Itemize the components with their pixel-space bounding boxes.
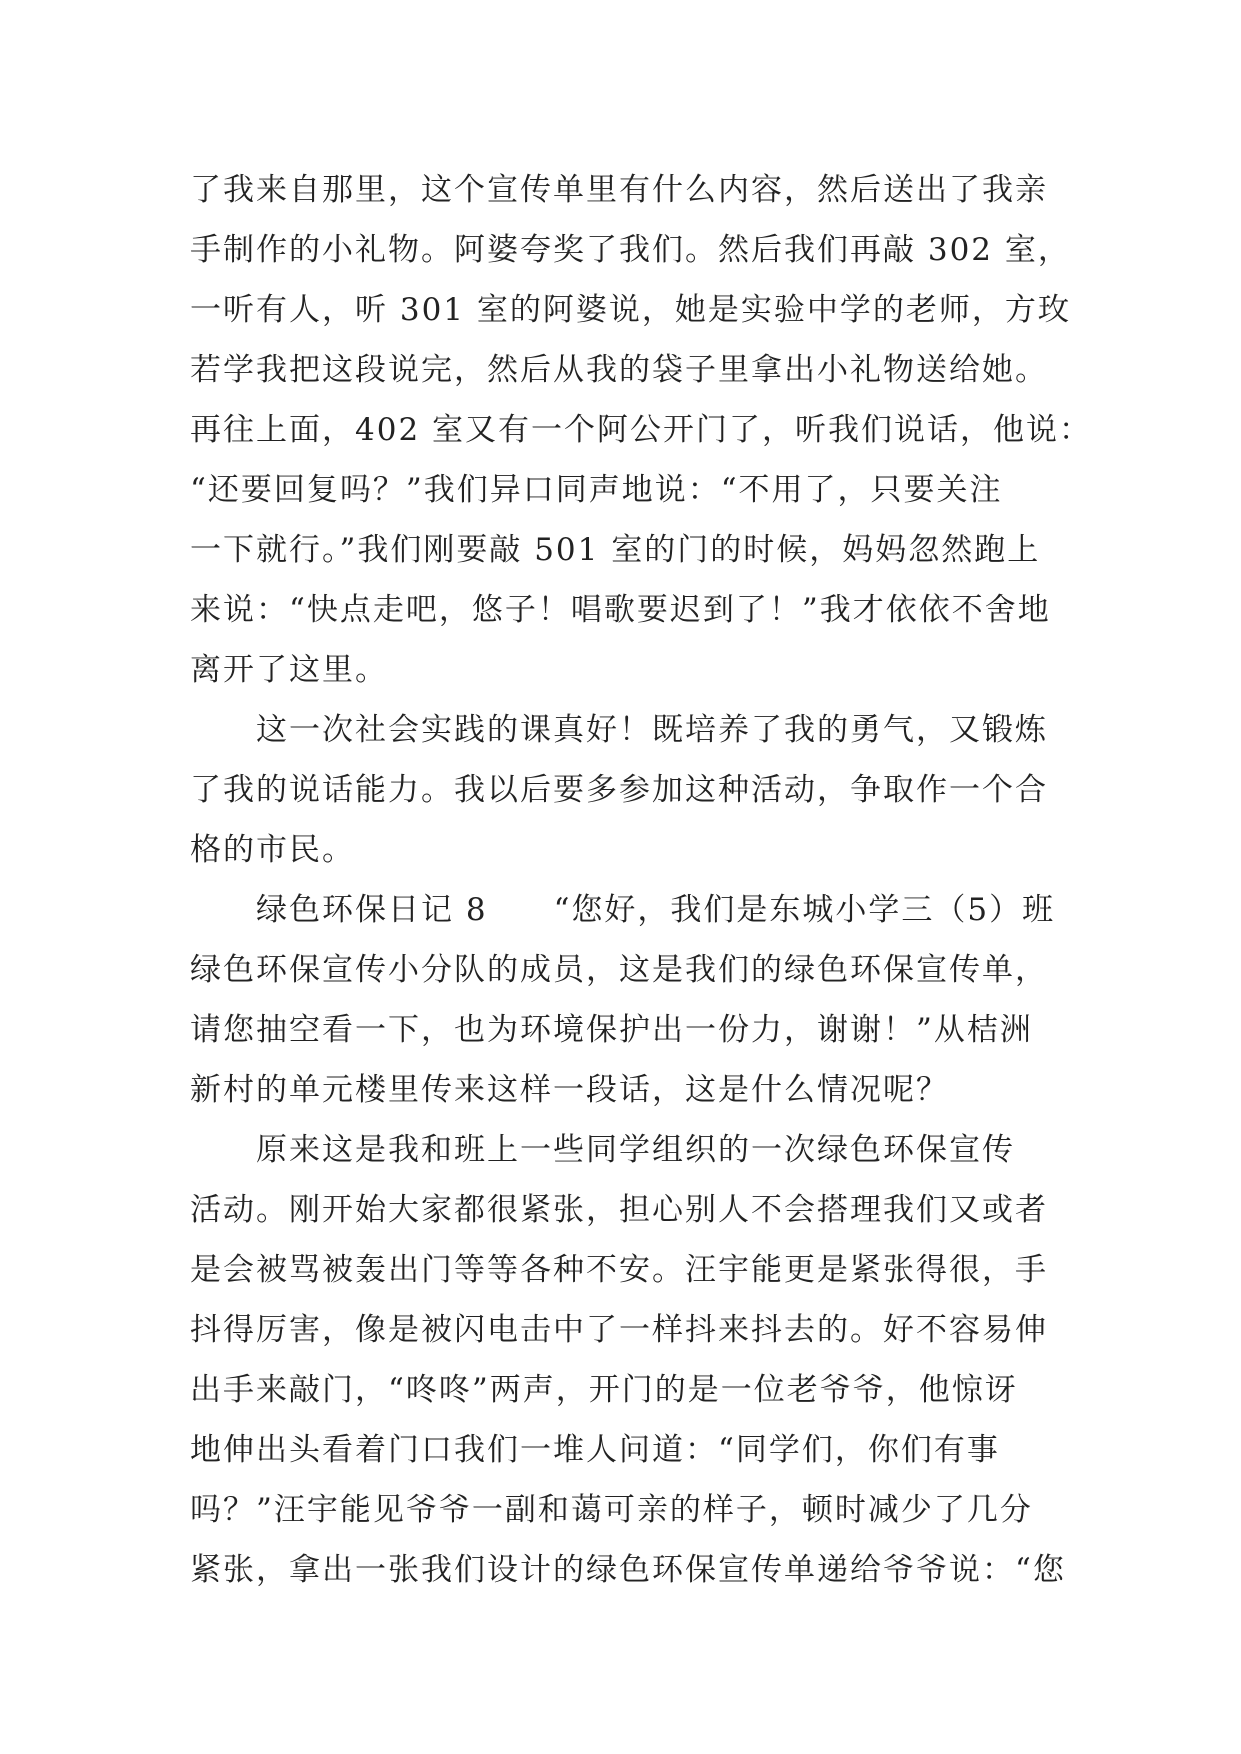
text-line: 地伸出头看着门口我们一堆人问道：“同学们，你们有事: [190, 1432, 1000, 1468]
text-line: 出手来敲门，“咚咚”两声，开门的是一位老爷爷，他惊讶: [190, 1372, 1018, 1408]
text-line: 活动。刚开始大家都很紧张，担心别人不会搭理我们又或者: [190, 1192, 1048, 1228]
text-line: 若学我把这段说完，然后从我的袋子里拿出小礼物送给她。: [190, 352, 1048, 388]
text-line: 这一次社会实践的课真好！既培养了我的勇气，又锻炼: [190, 712, 1048, 748]
text-line: 绿色环保日记 8 “您好，我们是东城小学三（5）班: [190, 892, 1056, 928]
text-line: 格的市民。: [190, 832, 355, 868]
text-line: 再往上面，402 室又有一个阿公开门了，听我们说话，他说：: [190, 412, 1093, 448]
text-line: 抖得厉害，像是被闪电击中了一样抖来抖去的。好不容易伸: [190, 1312, 1048, 1348]
text-line: 手制作的小礼物。阿婆夸奖了我们。然后我们再敲 302 室，: [190, 232, 1071, 268]
text-line: 请您抽空看一下，也为环境保护出一份力，谢谢！”从桔洲: [190, 1012, 1033, 1048]
text-line: 来说：“快点走吧，悠子！唱歌要迟到了！”我才依依不舍地: [190, 592, 1051, 628]
text-line: 离开了这里。: [190, 652, 388, 688]
text-line: 紧张，拿出一张我们设计的绿色环保宣传单递给爷爷说：“您: [190, 1552, 1066, 1588]
document-body-text: [190, 160, 1093, 1600]
text-line: “还要回复吗？”我们异口同声地说：“不用了，只要关注: [190, 472, 1003, 508]
text-line: 一听有人，听 301 室的阿婆说，她是实验中学的老师，方玫: [190, 292, 1071, 328]
text-line: 了我来自那里，这个宣传单里有什么内容，然后送出了我亲: [190, 172, 1048, 208]
text-line: 吗？”汪宇能见爷爷一副和蔼可亲的样子，顿时减少了几分: [190, 1492, 1033, 1528]
text-line: 绿色环保宣传小分队的成员，这是我们的绿色环保宣传单，: [190, 952, 1048, 988]
text-line: 一下就行。”我们刚要敲 501 室的门的时候，妈妈忽然跑上: [190, 532, 1041, 568]
text-line: 原来这是我和班上一些同学组织的一次绿色环保宣传: [190, 1132, 1015, 1168]
text-line: 了我的说话能力。我以后要多参加这种活动，争取作一个合: [190, 772, 1048, 808]
text-line: 新村的单元楼里传来这样一段话，这是什么情况呢？: [190, 1072, 949, 1108]
text-line: 是会被骂被轰出门等等各种不安。汪宇能更是紧张得很，手: [190, 1252, 1048, 1288]
